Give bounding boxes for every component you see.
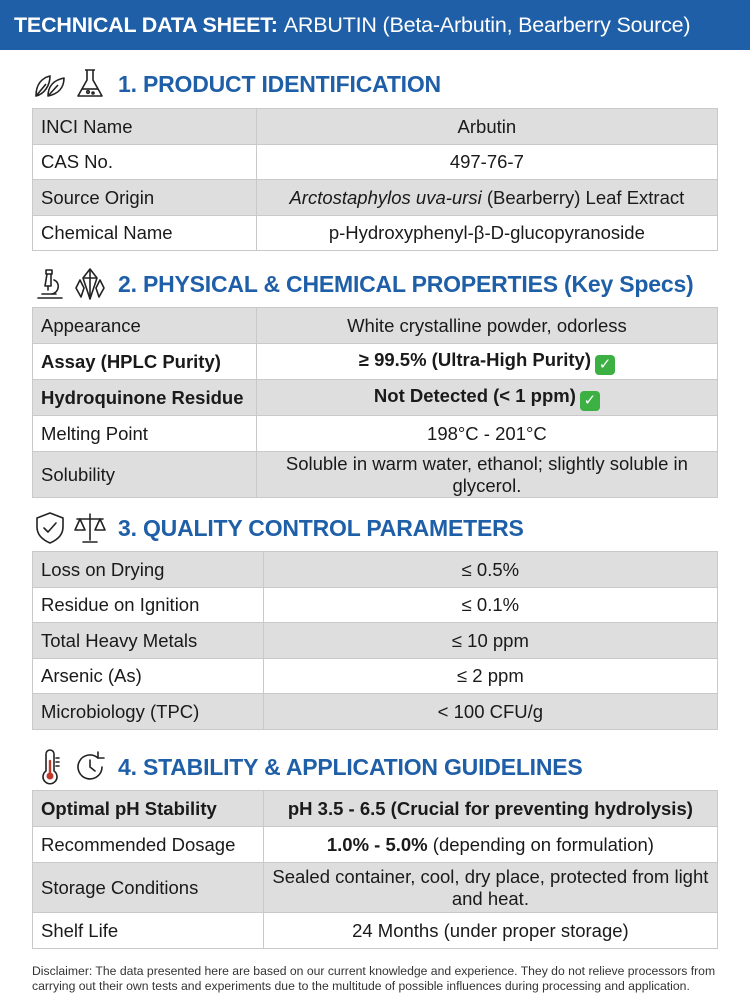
table-row — [33, 913, 718, 949]
physical-chemical-table — [32, 307, 718, 498]
row-label: CAS No. — [33, 145, 257, 180]
table-row — [33, 344, 718, 380]
table-row — [33, 380, 718, 416]
row-value: 497-76-7 — [256, 145, 717, 180]
row-label: Solubility — [33, 452, 257, 498]
shield-check-icon — [32, 510, 68, 546]
row-value: < 100 CFU/g — [263, 694, 717, 730]
row-label: Loss on Drying — [33, 552, 264, 588]
table-row — [33, 145, 718, 180]
row-value: ≤ 0.5% — [263, 552, 717, 588]
row-value: p-Hydroxyphenyl-β-D-glucopyranoside — [256, 216, 717, 251]
source-detail: (Bearberry) Leaf Extract — [481, 186, 685, 208]
table-row — [33, 308, 718, 344]
dosage-range: 1.0% - 5.0% — [326, 833, 428, 855]
row-value: ≤ 0.1% — [263, 588, 717, 623]
row-label: Appearance — [33, 308, 257, 344]
row-value: ≤ 10 ppm — [263, 623, 717, 659]
row-label: Storage Conditions — [33, 863, 264, 913]
check-icon: ✓ — [595, 355, 615, 375]
row-value: Soluble in warm water, ethanol; slightly soluble in glycerol. — [256, 452, 717, 498]
table-row — [33, 623, 718, 659]
row-value: White crystalline powder, odorless — [256, 308, 717, 344]
section-physical-chemical — [32, 262, 694, 306]
product-identification-table — [32, 108, 718, 251]
table-row — [33, 109, 718, 145]
row-label: Source Origin — [33, 180, 257, 216]
section-quality-control — [32, 506, 524, 550]
header-title-rest: ARBUTIN (Beta-Arbutin, Bearberry Source) — [283, 12, 691, 37]
stability-application-table — [32, 790, 718, 949]
row-label: Residue on Ignition — [33, 588, 264, 623]
thermometer-icon — [32, 749, 68, 785]
row-value: pH 3.5 - 6.5 (Crucial for preventing hydrolysis) — [263, 791, 717, 827]
flask-icon — [72, 66, 108, 102]
row-value: 198°C - 201°C — [256, 416, 717, 452]
table-row — [33, 863, 718, 913]
section-title: 1. PRODUCT IDENTIFICATION — [118, 70, 441, 97]
row-value: Sealed container, cool, dry place, protected from light and heat. — [263, 863, 717, 913]
row-label: Assay (HPLC Purity) — [33, 344, 257, 380]
row-value — [256, 344, 717, 380]
section-stability-application — [32, 745, 583, 789]
assay-value: ≥ 99.5% (Ultra-High Purity) — [358, 348, 591, 370]
row-label: Arsenic (As) — [33, 659, 264, 694]
table-row — [33, 180, 718, 216]
species-name: Arctostaphylos uva-ursi — [289, 186, 482, 208]
row-label: Optimal pH Stability — [33, 791, 264, 827]
row-value: 24 Months (under proper storage) — [263, 913, 717, 949]
microscope-icon — [32, 266, 68, 302]
table-row — [33, 588, 718, 623]
header-banner — [0, 0, 750, 50]
row-label: Recommended Dosage — [33, 827, 264, 863]
quality-control-table — [32, 551, 718, 730]
table-row — [33, 694, 718, 730]
row-label: INCI Name — [33, 109, 257, 145]
table-row — [33, 452, 718, 498]
row-label: Hydroquinone Residue — [33, 380, 257, 416]
table-row — [33, 216, 718, 251]
table-row — [33, 659, 718, 694]
dosage-note: (depending on formulation) — [427, 833, 654, 855]
row-value: Arbutin — [256, 109, 717, 145]
table-row — [33, 827, 718, 863]
leaves-icon — [32, 66, 68, 102]
check-icon: ✓ — [580, 391, 600, 411]
disclaimer-text: Disclaimer: The data presented here are based on our current knowledge and experience. They do not relieve processors from carrying out their own tests and experiments due to the multitude of possible influences during processing and application. — [32, 964, 716, 993]
row-label: Melting Point — [33, 416, 257, 452]
hydroquinone-value: Not Detected (< 1 ppm) — [373, 384, 576, 406]
crystal-icon — [72, 266, 108, 302]
header-title-bold: TECHNICAL DATA SHEET: — [14, 12, 278, 37]
balance-scale-icon — [72, 510, 108, 546]
row-value: ≤ 2 ppm — [263, 659, 717, 694]
section-title: 2. PHYSICAL & CHEMICAL PROPERTIES (Key Specs) — [118, 270, 694, 297]
row-value — [256, 380, 717, 416]
row-label: Microbiology (TPC) — [33, 694, 264, 730]
table-row — [33, 791, 718, 827]
table-row — [33, 552, 718, 588]
row-label: Chemical Name — [33, 216, 257, 251]
row-label: Shelf Life — [33, 913, 264, 949]
table-row — [33, 416, 718, 452]
section-product-identification — [32, 62, 441, 106]
section-title: 3. QUALITY CONTROL PARAMETERS — [118, 514, 524, 541]
section-title: 4. STABILITY & APPLICATION GUIDELINES — [118, 753, 583, 780]
row-value — [256, 180, 717, 216]
row-label: Total Heavy Metals — [33, 623, 264, 659]
row-value — [263, 827, 717, 863]
clock-refresh-icon — [72, 749, 108, 785]
